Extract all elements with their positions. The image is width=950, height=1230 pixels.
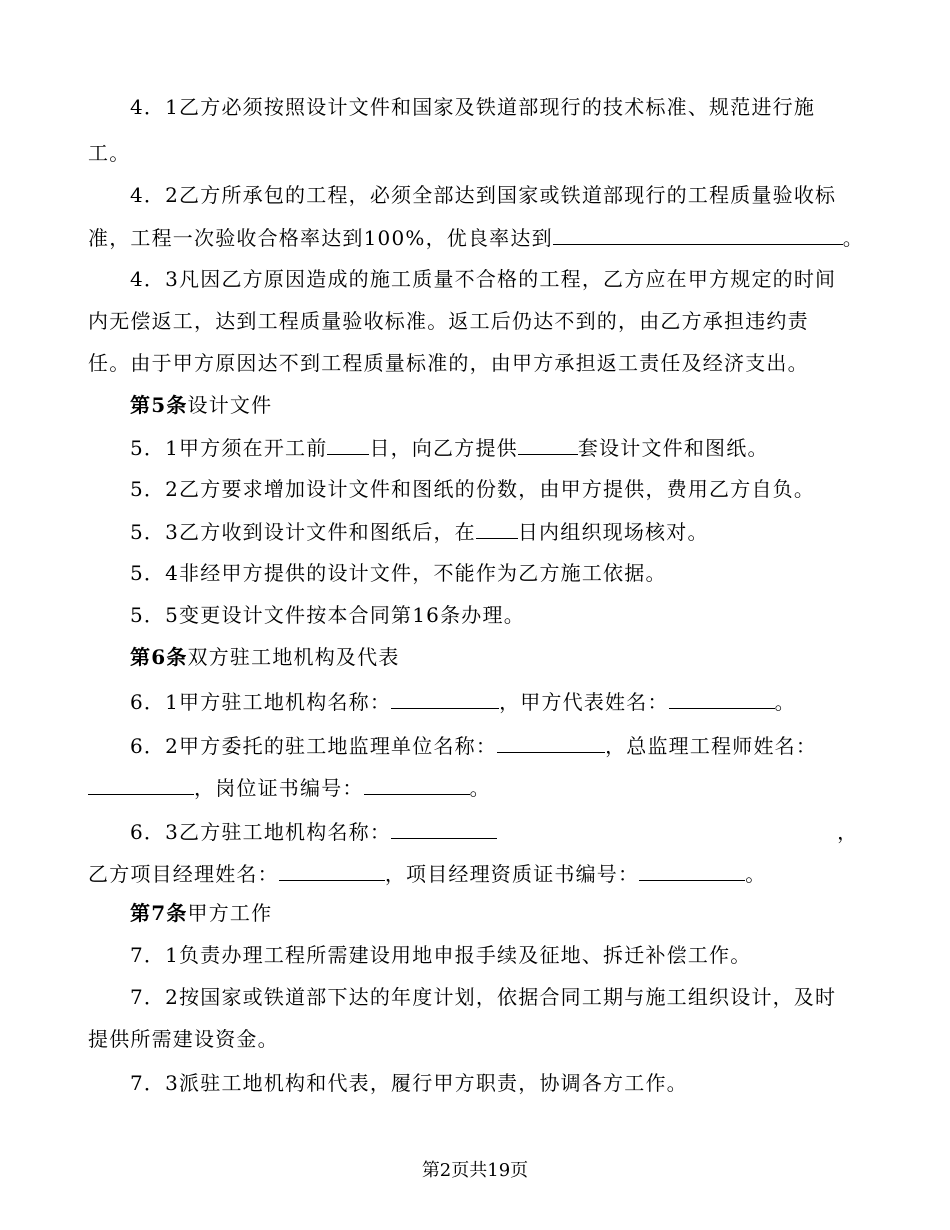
fill-blank-days[interactable] [327,432,369,455]
fill-blank-certificate-number[interactable] [364,772,470,795]
clause-4-3-line-3 [88,348,878,378]
fill-blank-project-manager-name[interactable] [279,858,385,881]
text: 任。由于甲方原因达不到工程质量标准的，由甲方承担返工责任及经济支出。 [88,351,809,375]
page-number-footer: 第2页共19页 [421,1160,529,1181]
section-title: 甲方工作 [187,901,273,925]
text: 7．2按国家或铁道部下达的年度计划，依据合同工期与施工组织设计，及时 [130,985,837,1009]
text: ，项目经理资质证书编号： [384,862,640,886]
text: 5．3乙方收到设计文件和图纸后，在 [130,520,476,544]
fill-blank-qualification-number[interactable] [639,858,745,881]
section-number: 第7条 [130,901,188,925]
clause-6-1 [130,686,880,716]
clause-4-2-line-2 [88,222,878,252]
text: 6．3乙方驻工地机构名称： [130,820,392,844]
text: 7．3派驻工地机构和代表，履行甲方职责，协调各方工作。 [130,1071,688,1095]
text: 工。 [88,141,131,165]
fill-blank-check-days[interactable] [476,516,518,539]
clause-5-3 [130,516,880,546]
section-7-heading [130,898,880,928]
text: ， [837,820,859,844]
text: 4．2乙方所承包的工程，必须全部达到国家或铁道部现行的工程质量验收标 [130,183,837,207]
clause-5-4 [130,558,880,588]
clause-7-1 [130,940,880,970]
text: 5．5变更设计文件按本合同第16条办理。 [130,603,525,627]
text: 4．3凡因乙方原因造成的施工质量不合格的工程，乙方应在甲方规定的时间 [130,267,837,291]
section-6-heading [130,642,880,672]
text: 套设计文件和图纸。 [577,436,769,460]
clause-7-2-line-1 [130,982,880,1012]
text: 4．1乙方必须按照设计文件和国家及铁道部现行的技术标准、规范进行施 [130,95,816,119]
clause-7-3 [130,1068,880,1098]
fill-blank-chief-supervisor-name[interactable] [88,772,194,795]
text: 7．1负责办理工程所需建设用地申报手续及征地、拆迁补偿工作。 [130,943,752,967]
clause-6-3-line-2 [88,858,878,888]
clause-4-3-line-2 [88,306,878,336]
clause-6-3-line-1 [130,816,880,846]
section-number: 第6条 [130,645,188,669]
section-5-heading [130,390,880,420]
clause-4-2-line-1 [130,180,880,210]
fill-blank-contractor-office-name[interactable] [391,816,497,839]
text: 提供所需建设资金。 [88,1027,279,1051]
text: 6．1甲方驻工地机构名称： [130,690,392,714]
clause-4-3-line-1 [130,264,880,294]
text: 。 [774,690,796,714]
section-title: 双方驻工地机构及代表 [187,645,400,669]
text: 日，向乙方提供 [369,436,518,460]
text: 内无偿返工，达到工程质量验收标准。返工后仍达不到的，由乙方承担违约责 [88,309,809,333]
text: 准，工程一次验收合格率达到100%，优良率达到 [88,226,553,250]
text: 日内组织现场核对。 [517,520,709,544]
text: 。 [745,862,767,886]
clause-5-2 [130,474,880,504]
section-number: 第5条 [130,393,188,417]
fill-blank-excellence-rate[interactable] [553,222,843,245]
text: 5．4非经甲方提供的设计文件，不能作为乙方施工依据。 [130,561,667,585]
text: 5．1甲方须在开工前 [130,436,328,460]
fill-blank-sets[interactable] [518,432,578,455]
text: 乙方项目经理姓名： [88,862,279,886]
fill-blank-supervisor-unit[interactable] [497,730,605,753]
fill-blank-site-office-name[interactable] [391,686,499,709]
text: 5．2乙方要求增加设计文件和图纸的份数，由甲方提供，费用乙方自负。 [130,477,816,501]
fill-blank-representative-name[interactable] [669,686,775,709]
clause-5-5 [130,600,880,630]
section-title: 设计文件 [187,393,273,417]
text: ，总监理工程师姓名： [605,734,818,758]
text: ，岗位证书编号： [194,776,364,800]
clause-4-1-line-1 [130,92,880,122]
text: 。 [469,776,491,800]
clause-6-2-line-1 [130,730,880,760]
text: ，甲方代表姓名： [499,690,669,714]
clause-4-1-line-2 [88,138,878,168]
clause-6-2-line-2 [88,772,878,802]
clause-5-1 [130,432,880,462]
text: 6．2甲方委托的驻工地监理单位名称： [130,734,498,758]
text: 。 [842,226,864,250]
clause-7-2-line-2 [88,1024,878,1054]
